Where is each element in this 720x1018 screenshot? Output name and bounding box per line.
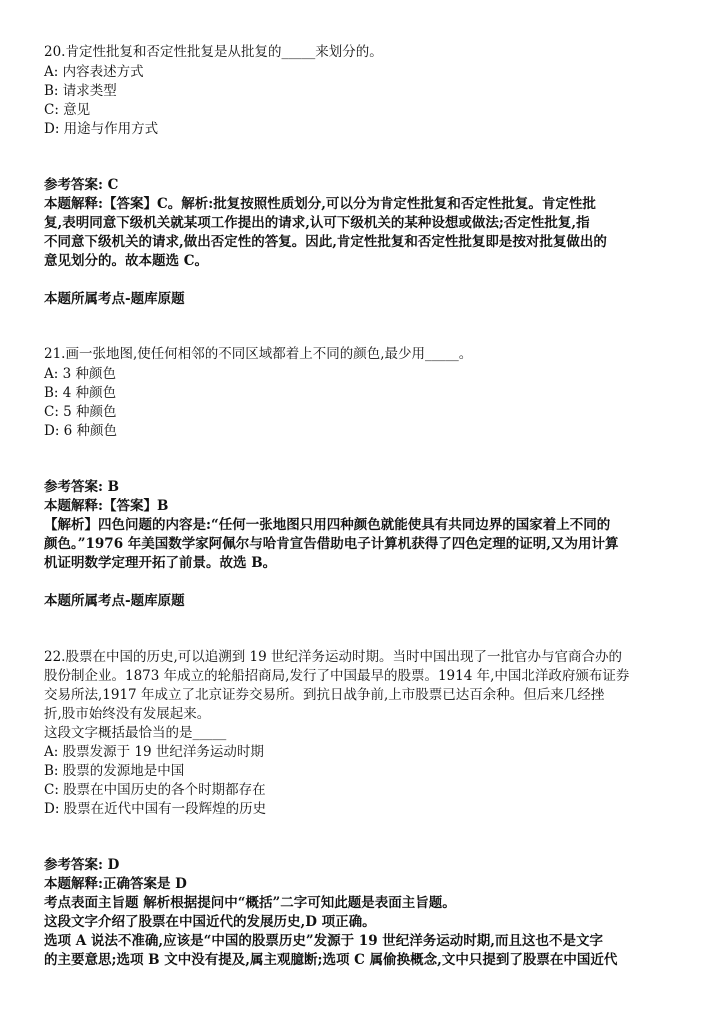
q20-option-d: D: 用途与作用方式 [44, 121, 159, 137]
q22-option-b: B: 股票的发源地是中国 [44, 763, 185, 779]
q21-stem: 21.画一张地图,使任何相邻的不同区域都着上不同的颜色,最少用_____。 [44, 346, 473, 362]
q21-option-c: C: 5 种颜色 [44, 404, 117, 420]
q20-explanation-line: 本题解释:【答案】C。解析:批复按照性质划分,可以分为肯定性批复和否定性批复。肯定性批 [44, 196, 596, 212]
q21-option-b: B: 4 种颜色 [44, 385, 117, 401]
q22-explanation-line: 这段文字介绍了股票在中国近代的发展历史,D 项正确。 [44, 914, 376, 930]
q20-explanation-line: 复,表明同意下级机关就某项工作提出的请求,认可下级机关的某种设想或做法;否定性批复,指 [44, 215, 590, 231]
q22-stem-line: 这段文字概括最恰当的是_____ [44, 725, 227, 741]
q22-option-a: A: 股票发源于 19 世纪洋务运动时期 [44, 744, 264, 760]
q20-source: 本题所属考点-题库原题 [44, 291, 185, 307]
q21-explanation-line: 颜色。”1976 年美国数学家阿佩尔与哈肯宣告借助电子计算机获得了四色定理的证明,又为用计算 [44, 536, 619, 552]
q21-answer: 参考答案: B [44, 479, 120, 495]
q21-explanation-line: 本题解释:【答案】B [44, 498, 169, 514]
q21-explanation-line: 【解析】四色问题的内容是:“任何一张地图只用四种颜色就能使具有共同边界的国家着上不同的 [44, 517, 611, 533]
q20-option-a: A: 内容表述方式 [44, 64, 144, 80]
q21-option-a: A: 3 种颜色 [44, 366, 116, 382]
q22-explanation-line: 考点表面主旨题 解析根据提问中“概括”二字可知此题是表面主旨题。 [44, 895, 456, 911]
q22-option-c: C: 股票在中国历史的各个时期都存在 [44, 782, 266, 798]
q22-explanation-line: 的主要意思;选项 B 文中没有提及,属主观臆断;选项 C 属偷换概念,文中只提到了股票在中国近代 [44, 952, 618, 968]
q22-option-d: D: 股票在近代中国有一段辉煌的历史 [44, 801, 267, 817]
q22-explanation-line: 本题解释:正确答案是 D [44, 876, 187, 892]
q21-source: 本题所属考点-题库原题 [44, 593, 185, 609]
q21-option-d: D: 6 种颜色 [44, 423, 118, 439]
q22-stem-line: 股份制企业。1873 年成立的轮船招商局,发行了中国最早的股票。1914 年,中国北洋政府颁布证券 [44, 668, 630, 684]
q20-option-c: C: 意见 [44, 102, 91, 118]
q22-answer: 参考答案: D [44, 857, 120, 873]
q20-explanation-line: 不同意下级机关的请求,做出否定性的答复。因此,肯定性批复和否定性批复即是按对批复做出的 [44, 234, 607, 250]
q22-stem-line: 22.股票在中国的历史,可以追溯到 19 世纪洋务运动时期。当时中国出现了一批官办与官商合办的 [44, 649, 623, 665]
q22-stem-line: 折,股市始终没有发展起来。 [44, 706, 211, 722]
q22-stem-line: 交易所法,1917 年成立了北京证券交易所。到抗日战争前,上市股票已达百余种。但后来几经挫 [44, 687, 605, 703]
q20-answer: 参考答案: C [44, 177, 119, 193]
q20-explanation-line: 意见划分的。故本题选 C。 [44, 253, 208, 269]
q20-option-b: B: 请求类型 [44, 83, 117, 99]
q20-stem: 20.肯定性批复和否定性批复是从批复的_____来划分的。 [44, 44, 383, 60]
q22-explanation-line: 选项 A 说法不准确,应该是“中国的股票历史”发源于 19 世纪洋务运动时期,而且这也不是文字 [44, 933, 603, 949]
q21-explanation-line: 机证明数学定理开拓了前景。故选 B。 [44, 555, 277, 571]
